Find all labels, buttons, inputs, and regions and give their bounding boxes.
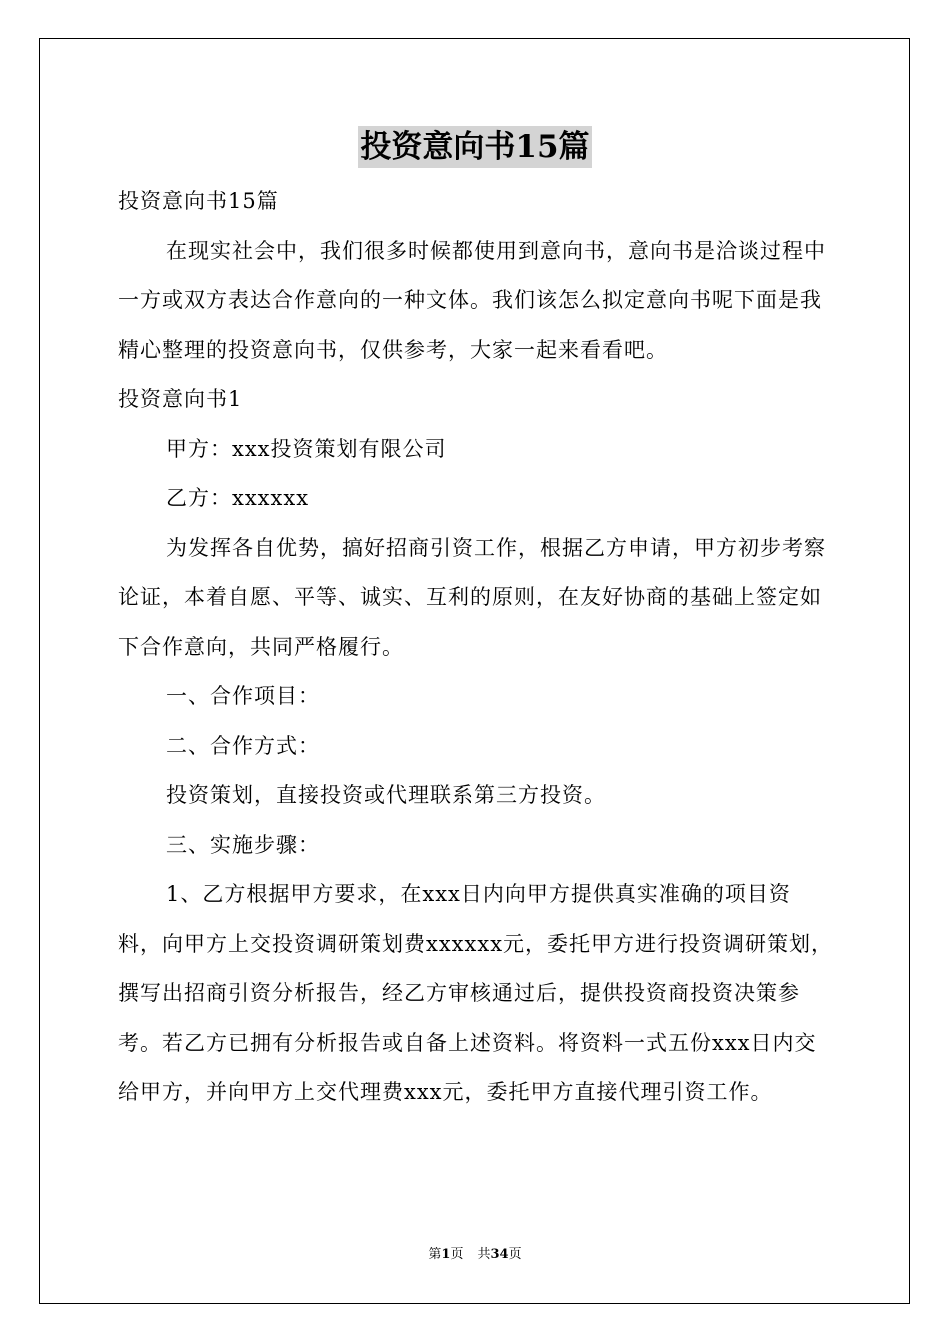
document-title: 投资意向书15篇 [358, 126, 591, 168]
party-a-line: 甲方：xxx投资策划有限公司 [166, 436, 447, 461]
clause-heading: 一、合作项目： [166, 684, 320, 708]
document-body [118, 177, 834, 1118]
intro-paragraph: 在现实社会中，我们很多时候都使用到意向书，意向书是洽谈过程中一方或双方表达合作意向的一种文体。我们该怎么拟定意向书呢下面是我精心整理的投资意向书，仅供参考，大家一起来看看吧。 [118, 238, 826, 362]
total-unit: 页 [508, 1247, 522, 1262]
title-container [0, 126, 950, 168]
preamble-paragraph: 为发挥各自优势，搞好招商引资工作，根据乙方申请，甲方初步考察论证，本着自愿、平等、诚实、互利的原则，在友好协商的基础上签定如下合作意向，共同严格履行。 [118, 535, 826, 659]
party-b-line: 乙方：xxxxxx [166, 486, 310, 510]
clause-heading: 三、实施步骤： [166, 832, 320, 857]
clause-paragraph: 1、乙方根据甲方要求，在xxx日内向甲方提供真实准确的项目资料，向甲方上交投资调研策划费xxxxxx元，委托甲方进行投资调研策划，撰写出招商引资分析报告，经乙方审核通过后，提供投资商投资决策参考。若乙方已拥有分析报告或自备上述资料。将资料一式五份xxx日内交给甲方，并向甲方上交代理费xxx元，委托甲方直接代理引资工作。 [118, 882, 834, 1104]
page-unit: 页 [450, 1247, 464, 1262]
page-total: 34 [490, 1247, 509, 1262]
page-prefix: 第 [428, 1247, 442, 1262]
section-heading: 投资意向书1 [118, 387, 243, 411]
clause-paragraph: 投资策划，直接投资或代理联系第三方投资。 [166, 783, 606, 807]
total-prefix: 共 [477, 1247, 491, 1262]
subtitle-line: 投资意向书15篇 [118, 189, 279, 213]
page-footer [0, 1246, 950, 1264]
clause-heading: 二、合作方式： [166, 733, 320, 758]
page-current: 1 [441, 1247, 451, 1262]
